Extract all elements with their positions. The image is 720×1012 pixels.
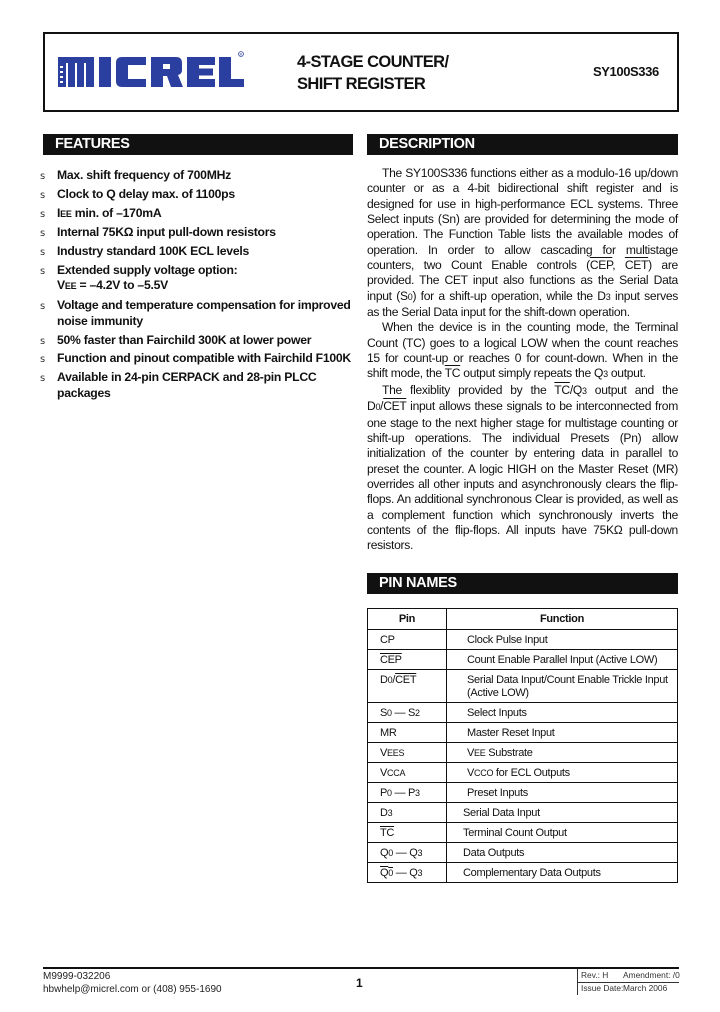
document-title (297, 51, 448, 95)
column-header-pin: Pin (368, 609, 447, 630)
bullet-icon: s (40, 247, 45, 259)
list-item: s Clock to Q delay max. of 1100ps (40, 187, 360, 203)
table-row: D3 Serial Data Input (368, 803, 678, 823)
table-row: S0 — S2 Select Inputs (368, 703, 678, 723)
svg-text:R: R (239, 52, 243, 57)
table-row: $\overline{TC}$ Terminal Count Output (368, 823, 678, 843)
title-line-2: SHIFT REGISTER (297, 75, 426, 93)
micrel-logo (58, 51, 244, 93)
table-row: VCCA VCCO for ECL Outputs (368, 763, 678, 783)
list-item: s Available in 24-pin CERPACK and 28-pin PLCC packages (40, 370, 317, 400)
bullet-icon: s (40, 265, 45, 277)
list-item: s Function and pinout compatible with Fairchild F100K (40, 351, 360, 367)
issue-date-label: Issue Date: (581, 983, 624, 993)
list-item: s IEE min. of –170mA (40, 206, 360, 223)
bullet-icon: s (40, 228, 45, 240)
list-item: s Extended supply voltage option: VEE = –4.2V to –5.5V (40, 262, 238, 293)
pin-names-heading: PIN NAMES (367, 573, 678, 594)
list-item: s Voltage and temperature compensation for improved noise immunity (40, 298, 351, 328)
table-row: $\overline{CEP}$ Count Enable Parallel Input (Active LOW) (368, 650, 678, 670)
bullet-icon: s (40, 301, 45, 313)
revision-label: Rev.: H (581, 970, 609, 980)
bullet-icon: s (40, 354, 45, 366)
list-item: s Max. shift frequency of 700MHz (40, 168, 360, 184)
table-row: MR Master Reset Input (368, 723, 678, 743)
column-header-function: Function (447, 609, 678, 630)
table-row: VEES VEE Substrate (368, 743, 678, 763)
table-header-row (368, 609, 678, 630)
table-row: CP Clock Pulse Input (368, 630, 678, 650)
bullet-icon: s (40, 171, 45, 182)
description-paragraph-2: When the device is in the counting mode, the Terminal Count (TC) goes to a logical LOW when the count reaches 15 for count-up or reaches 0 for count-down. When in the shift mode, the $\overline{TC}$ output simply repeats the Q3 output. (367, 320, 678, 381)
part-number: SY100S336 (593, 64, 659, 79)
description-paragraph-1: The SY100S336 functions either as a modulo-16 up/down counter or as a 4-bit bidirectional shift register and is designed for use in high-performance ECL systems. Three Select inputs (Sn) are provided for determining the mode of operation. The Function Table lists the available modes of operation. In order to allow cascading for multistage counters, two Count Enable controls ($\overline{CEP}$, $\overline{CET}$) are provided. The CET input also functions as the Serial Data input (S0) for a shift-up operation, while the D3 input serves as the Serial Data input for the shift-down operation. (367, 166, 678, 320)
bullet-icon: s (40, 208, 45, 220)
features-list (40, 168, 360, 404)
bullet-icon: s (40, 335, 45, 347)
table-row: Q0 — Q3 Complementary Data Outputs (368, 863, 678, 883)
table-row: P0 — P3 Preset Inputs (368, 783, 678, 803)
amendment-label: Amendment: /0 (623, 970, 680, 980)
table-row: $D0/\overline{CET}$ Serial Data Input/Count Enable Trickle Input (Active LOW) (368, 670, 678, 703)
title-line-1: 4-STAGE COUNTER/ (297, 53, 449, 71)
list-item: s Industry standard 100K ECL levels (40, 244, 360, 260)
document-number: M9999-032206 (43, 971, 111, 982)
features-heading: FEATURES (43, 134, 353, 155)
issue-date: March 2006 (623, 983, 668, 993)
list-item: s 50% faster than Fairchild 300K at lower power (40, 333, 360, 349)
bullet-icon: s (40, 189, 45, 201)
description-paragraph-3: The flexiblity provided by the $\overline{TC}/Q3$ output and the $D0/\overline{CET}$ input allows these signals to be interconnected from one stage to the next higher stage for multistage counting or shift-up operations. The individual Presets (Pn) allow initialization of the counter by entering data in parallel to preset the counter. A logic HIGH on the Master Reset (MR) overrides all other inputs and asynchronously clears the flip-flops. An additional synchronous Clear is provided, as well as a complement function which synchronously inverts the contents of the flip-flops. All inputs have 75KΩ pull-down resistors. (367, 382, 678, 553)
list-item: s Internal 75KΩ input pull-down resistors (40, 225, 360, 241)
revision-box (577, 969, 679, 995)
footer-left (43, 971, 222, 996)
page-number: 1 (356, 976, 363, 990)
pin-names-table (367, 608, 678, 883)
table-row: Q0 — Q3 Data Outputs (368, 843, 678, 863)
description-heading: DESCRIPTION (367, 134, 678, 155)
description-body (367, 166, 678, 554)
bullet-icon: s (40, 373, 45, 385)
contact-info: hbwhelp@micrel.com or (408) 955-1690 (43, 983, 222, 995)
